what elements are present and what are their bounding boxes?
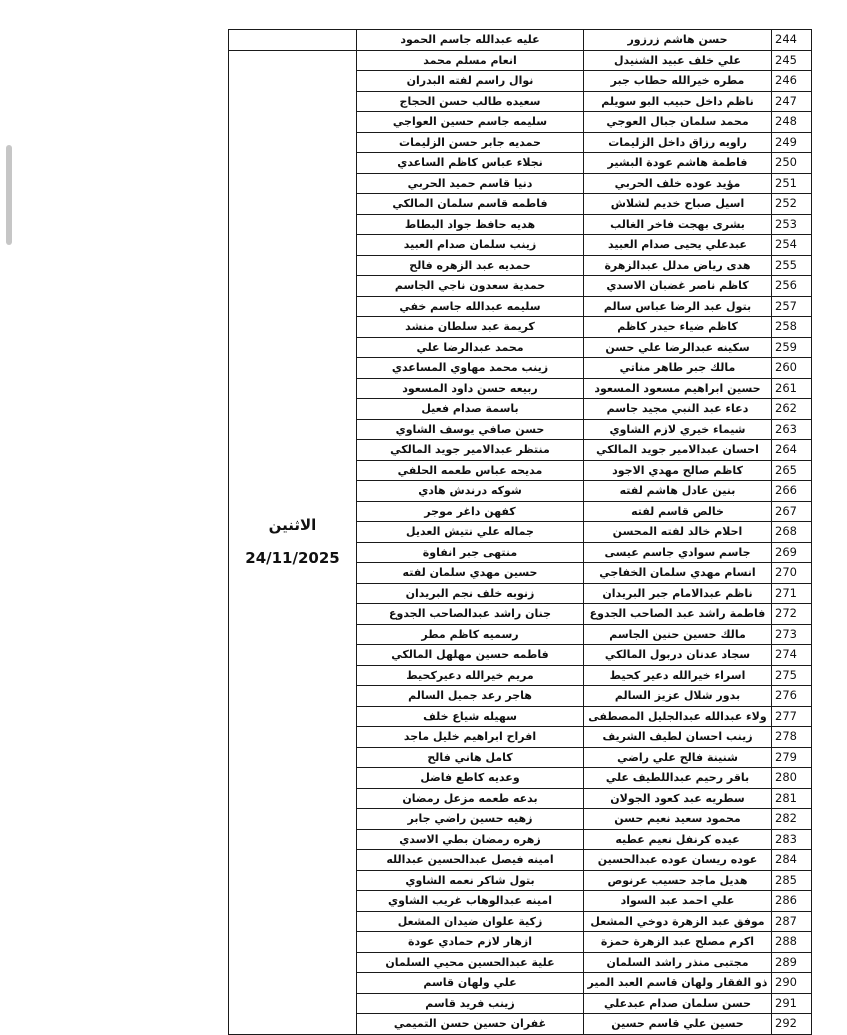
primary-name-cell: فاطمة هاشم عودة البشير bbox=[584, 153, 772, 174]
primary-name-cell: اسراء خيرالله دعير كحيط bbox=[584, 665, 772, 686]
primary-name-cell: مالك حسين حنين الجاسم bbox=[584, 624, 772, 645]
primary-name-cell: عيده كرنفل نعيم عطيه bbox=[584, 829, 772, 850]
companion-name-cell: زنوبه خلف نجم البريدان bbox=[357, 583, 584, 604]
companion-name-cell: مديحه عباس طعمه الحلفي bbox=[357, 460, 584, 481]
serial-number-cell: 282 bbox=[772, 809, 812, 830]
companion-name-cell: سليمه عبدالله جاسم خفي bbox=[357, 296, 584, 317]
primary-name-cell: موفق عبد الزهرة دوخي المشعل bbox=[584, 911, 772, 932]
companion-name-cell: حمديه عبد الزهره فالح bbox=[357, 255, 584, 276]
serial-number-cell: 286 bbox=[772, 891, 812, 912]
serial-number-cell: 252 bbox=[772, 194, 812, 215]
companion-name-cell: نجلاء عباس كاظم الساعدي bbox=[357, 153, 584, 174]
primary-name-cell: انسام مهدي سلمان الخفاجي bbox=[584, 563, 772, 584]
companion-name-cell: افراح ابراهيم خليل ماجد bbox=[357, 727, 584, 748]
primary-name-cell: علي خلف عبيد الشنيدل bbox=[584, 50, 772, 71]
primary-name-cell: بشرى بهجت فاخر الغالب bbox=[584, 214, 772, 235]
serial-number-cell: 251 bbox=[772, 173, 812, 194]
serial-number-cell: 254 bbox=[772, 235, 812, 256]
primary-name-cell: كاظم ناصر غضبان الاسدي bbox=[584, 276, 772, 297]
primary-name-cell: باقر رحيم عبداللطيف علي bbox=[584, 768, 772, 789]
roster-body bbox=[229, 30, 812, 1035]
companion-name-cell: علي ولهان قاسم bbox=[357, 973, 584, 994]
primary-name-cell: حسين علي قاسم حسين bbox=[584, 1014, 772, 1035]
primary-name-cell: كاظم ضياء حيدر كاظم bbox=[584, 317, 772, 338]
primary-name-cell: راويه رزاق داخل الزليمات bbox=[584, 132, 772, 153]
companion-name-cell: زكية علوان ضيدان المشعل bbox=[357, 911, 584, 932]
companion-name-cell: حسين مهدي سلمان لفته bbox=[357, 563, 584, 584]
primary-name-cell: دعاء عبد النبي مجيد جاسم bbox=[584, 399, 772, 420]
serial-number-cell: 248 bbox=[772, 112, 812, 133]
primary-name-cell: عبدعلي يحيى صدام العبيد bbox=[584, 235, 772, 256]
primary-name-cell: سطريه عبد كعود الجولان bbox=[584, 788, 772, 809]
primary-name-cell: حسن سلمان صدام عبدعلي bbox=[584, 993, 772, 1014]
primary-name-cell: جاسم سوادي جاسم عيسى bbox=[584, 542, 772, 563]
primary-name-cell: بتول عبد الرضا عباس سالم bbox=[584, 296, 772, 317]
companion-name-cell: كامل هاني فالح bbox=[357, 747, 584, 768]
serial-number-cell: 271 bbox=[772, 583, 812, 604]
companion-name-cell: امينه عبدالوهاب غريب الشاوي bbox=[357, 891, 584, 912]
serial-number-cell: 270 bbox=[772, 563, 812, 584]
serial-number-cell: 244 bbox=[772, 30, 812, 51]
serial-number-cell: 289 bbox=[772, 952, 812, 973]
session-date: 24/11/2025 bbox=[245, 549, 340, 567]
serial-number-cell: 246 bbox=[772, 71, 812, 92]
companion-name-cell: حسن صافي يوسف الشاوي bbox=[357, 419, 584, 440]
serial-number-cell: 275 bbox=[772, 665, 812, 686]
companion-name-cell: هاجر رعد جميل السالم bbox=[357, 686, 584, 707]
serial-number-cell: 267 bbox=[772, 501, 812, 522]
primary-name-cell: سكينه عبدالرضا علي حسن bbox=[584, 337, 772, 358]
serial-number-cell: 263 bbox=[772, 419, 812, 440]
companion-name-cell: سهيله شياع خلف bbox=[357, 706, 584, 727]
serial-number-cell: 245 bbox=[772, 50, 812, 71]
session-day: الاثنين bbox=[268, 516, 317, 534]
serial-number-cell: 255 bbox=[772, 255, 812, 276]
companion-name-cell: غفران حسين حسن التميمي bbox=[357, 1014, 584, 1035]
primary-name-cell: اسيل صباح خديم لشلاش bbox=[584, 194, 772, 215]
companion-name-cell: علية عبدالحسين محيي السلمان bbox=[357, 952, 584, 973]
serial-number-cell: 262 bbox=[772, 399, 812, 420]
table-row bbox=[229, 50, 812, 71]
companion-name-cell: سليمه جاسم حسين العواجي bbox=[357, 112, 584, 133]
companion-name-cell: رسميه كاظم مطر bbox=[357, 624, 584, 645]
companion-name-cell: باسمة صدام فعيل bbox=[357, 399, 584, 420]
primary-name-cell: احسان عبدالامير جويد المالكي bbox=[584, 440, 772, 461]
companion-name-cell: فاطمه قاسم سلمان المالكي bbox=[357, 194, 584, 215]
primary-name-cell: زينب احسان لطيف الشريف bbox=[584, 727, 772, 748]
serial-number-cell: 274 bbox=[772, 645, 812, 666]
serial-number-cell: 273 bbox=[772, 624, 812, 645]
companion-name-cell: محمد عبدالرضا علي bbox=[357, 337, 584, 358]
serial-number-cell: 257 bbox=[772, 296, 812, 317]
primary-name-cell: ناظم داخل حبيب البو سويلم bbox=[584, 91, 772, 112]
companion-name-cell: دنيا قاسم حميد الحربي bbox=[357, 173, 584, 194]
primary-name-cell: ولاء عبدالله عبدالجليل المصطفى bbox=[584, 706, 772, 727]
companion-name-cell: منتهى جبر انفاوة bbox=[357, 542, 584, 563]
primary-name-cell: شنينة فالح علي راضي bbox=[584, 747, 772, 768]
serial-number-cell: 277 bbox=[772, 706, 812, 727]
serial-number-cell: 281 bbox=[772, 788, 812, 809]
companion-name-cell: ازهار لازم حمادي عودة bbox=[357, 932, 584, 953]
companion-name-cell: زينب سلمان صدام العبيد bbox=[357, 235, 584, 256]
primary-name-cell: مالك جبر طاهر مناتي bbox=[584, 358, 772, 379]
companion-name-cell: جنان راشد عبدالصاحب الجدوع bbox=[357, 604, 584, 625]
serial-number-cell: 261 bbox=[772, 378, 812, 399]
companion-name-cell: كريمة عبد سلطان منشد bbox=[357, 317, 584, 338]
companion-name-cell: زهيه حسين راضي جابر bbox=[357, 809, 584, 830]
empty-date-cell bbox=[229, 30, 357, 51]
primary-name-cell: مجتبى منذر راشد السلمان bbox=[584, 952, 772, 973]
companion-name-cell: نوال راسم لفته البدران bbox=[357, 71, 584, 92]
primary-name-cell: فاطمة راشد عبد الصاحب الجدوع bbox=[584, 604, 772, 625]
primary-name-cell: علي احمد عبد السواد bbox=[584, 891, 772, 912]
companion-name-cell: زينب محمد مهاوي المساعدي bbox=[357, 358, 584, 379]
primary-name-cell: حسين ابراهيم مسعود المسعود bbox=[584, 378, 772, 399]
primary-name-cell: هديل ماجد حسيب عرنوص bbox=[584, 870, 772, 891]
companion-name-cell: زهره رمضان بطي الاسدي bbox=[357, 829, 584, 850]
serial-number-cell: 283 bbox=[772, 829, 812, 850]
primary-name-cell: سجاد عدنان دربول المالكي bbox=[584, 645, 772, 666]
serial-number-cell: 266 bbox=[772, 481, 812, 502]
companion-name-cell: جماله علي نتيش العديل bbox=[357, 522, 584, 543]
primary-name-cell: مطره خيرالله حطاب جبر bbox=[584, 71, 772, 92]
primary-name-cell: اكرم مصلح عبد الزهرة حمزة bbox=[584, 932, 772, 953]
companion-name-cell: وعديه كاطع فاضل bbox=[357, 768, 584, 789]
primary-name-cell: محمد سلمان جبال العوجي bbox=[584, 112, 772, 133]
primary-name-cell: عوده ريسان عوده عبدالحسين bbox=[584, 850, 772, 871]
table-row bbox=[229, 30, 812, 51]
companion-name-cell: حمدية سعدون ناجي الجاسم bbox=[357, 276, 584, 297]
serial-number-cell: 292 bbox=[772, 1014, 812, 1035]
primary-name-cell: بدور شلال عزيز السالم bbox=[584, 686, 772, 707]
companion-name-cell: حمديه جابر حسن الزليمات bbox=[357, 132, 584, 153]
primary-name-cell: حسن هاشم زرزور bbox=[584, 30, 772, 51]
primary-name-cell: خالص قاسم لفته bbox=[584, 501, 772, 522]
serial-number-cell: 268 bbox=[772, 522, 812, 543]
companion-name-cell: شوكه درندش هادي bbox=[357, 481, 584, 502]
companion-name-cell: امينه فيصل عبدالحسين عبدالله bbox=[357, 850, 584, 871]
primary-name-cell: احلام خالد لفته المحسن bbox=[584, 522, 772, 543]
companion-name-cell: ربيعه حسن داود المسعود bbox=[357, 378, 584, 399]
primary-name-cell: بنين عادل هاشم لفته bbox=[584, 481, 772, 502]
serial-number-cell: 247 bbox=[772, 91, 812, 112]
serial-number-cell: 259 bbox=[772, 337, 812, 358]
serial-number-cell: 291 bbox=[772, 993, 812, 1014]
serial-number-cell: 258 bbox=[772, 317, 812, 338]
serial-number-cell: 290 bbox=[772, 973, 812, 994]
roster-sheet bbox=[228, 29, 811, 1035]
companion-name-cell: مريم خيرالله دعيركحيط bbox=[357, 665, 584, 686]
serial-number-cell: 253 bbox=[772, 214, 812, 235]
companion-name-cell: زينب فريد قاسم bbox=[357, 993, 584, 1014]
companion-name-cell: فاطمه حسين مهلهل المالكي bbox=[357, 645, 584, 666]
scrollbar-thumb[interactable] bbox=[6, 145, 12, 245]
serial-number-cell: 287 bbox=[772, 911, 812, 932]
companion-name-cell: عليه عبدالله جاسم الحمود bbox=[357, 30, 584, 51]
primary-name-cell: ذو الفقار ولهان قاسم العبد المير bbox=[584, 973, 772, 994]
serial-number-cell: 265 bbox=[772, 460, 812, 481]
primary-name-cell: مؤيد عوده خلف الحربي bbox=[584, 173, 772, 194]
serial-number-cell: 269 bbox=[772, 542, 812, 563]
companion-name-cell: هديه حافظ جواد البطاط bbox=[357, 214, 584, 235]
serial-number-cell: 276 bbox=[772, 686, 812, 707]
serial-number-cell: 249 bbox=[772, 132, 812, 153]
serial-number-cell: 250 bbox=[772, 153, 812, 174]
serial-number-cell: 256 bbox=[772, 276, 812, 297]
primary-name-cell: كاظم صالح مهدي الاجود bbox=[584, 460, 772, 481]
serial-number-cell: 285 bbox=[772, 870, 812, 891]
companion-name-cell: بدعه طعمه مزعل رمضان bbox=[357, 788, 584, 809]
companion-name-cell: سعيده طالب حسن الحجاج bbox=[357, 91, 584, 112]
primary-name-cell: محمود سعيد نعيم حسن bbox=[584, 809, 772, 830]
serial-number-cell: 272 bbox=[772, 604, 812, 625]
companion-name-cell: منتظر عبدالامير جويد المالكي bbox=[357, 440, 584, 461]
session-date-cell bbox=[229, 50, 357, 1034]
serial-number-cell: 280 bbox=[772, 768, 812, 789]
primary-name-cell: ناظم عبدالامام جبر البريدان bbox=[584, 583, 772, 604]
serial-number-cell: 264 bbox=[772, 440, 812, 461]
primary-name-cell: شيماء خيري لازم الشاوي bbox=[584, 419, 772, 440]
companion-name-cell: انعام مسلم محمد bbox=[357, 50, 584, 71]
serial-number-cell: 279 bbox=[772, 747, 812, 768]
serial-number-cell: 278 bbox=[772, 727, 812, 748]
companion-name-cell: بتول شاكر نعمه الشاوي bbox=[357, 870, 584, 891]
serial-number-cell: 288 bbox=[772, 932, 812, 953]
roster-table bbox=[228, 29, 812, 1035]
serial-number-cell: 284 bbox=[772, 850, 812, 871]
serial-number-cell: 260 bbox=[772, 358, 812, 379]
companion-name-cell: كفهن داغر موجر bbox=[357, 501, 584, 522]
primary-name-cell: هدى رياض مدلل عبدالزهرة bbox=[584, 255, 772, 276]
